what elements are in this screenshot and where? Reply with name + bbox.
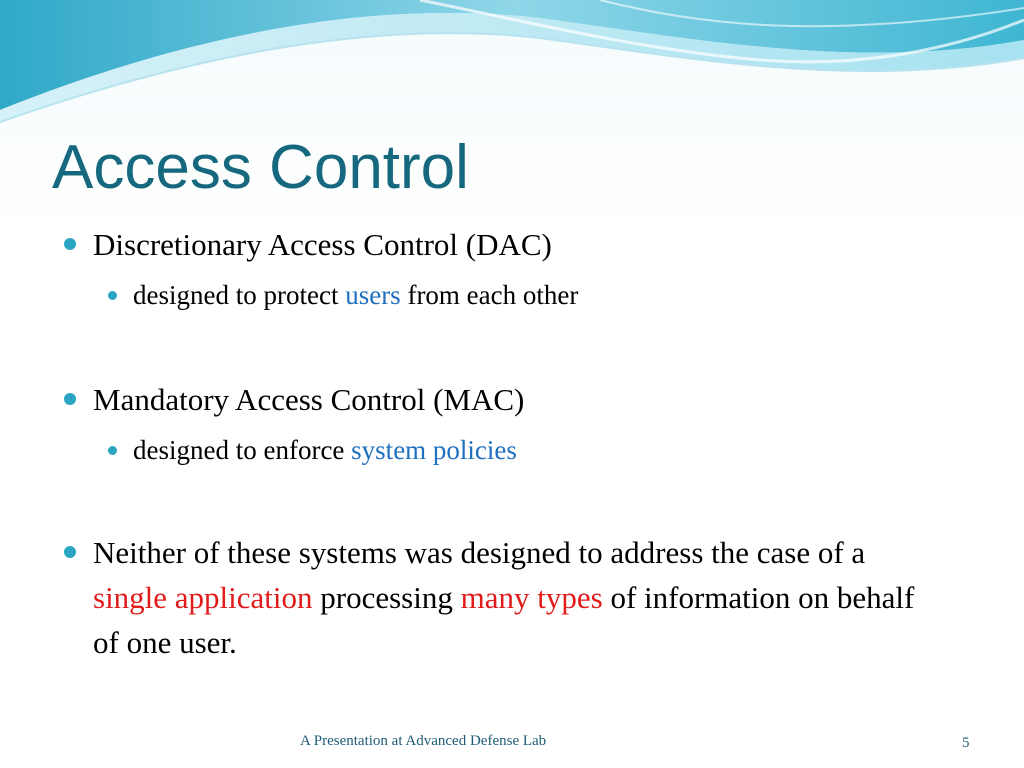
bullet-item-mac <box>62 377 943 422</box>
bullet-text: Discretionary Access Control (DAC) <box>93 227 552 262</box>
sub-bullet-icon <box>108 446 117 455</box>
bullet-text: Mandatory Access Control (MAC) <box>93 382 525 417</box>
page-number: 5 <box>962 735 970 751</box>
slide-title: Access Control <box>52 133 469 202</box>
conclusion-text-1: Neither of these systems was designed to address the case of a <box>93 535 866 570</box>
sub-bullet-item-mac <box>62 430 962 470</box>
bullet-icon <box>64 546 76 558</box>
sub-bullet-text-end: from each other <box>400 280 579 310</box>
highlight-many-types: many types <box>460 580 603 615</box>
conclusion-text-2: processing <box>312 580 461 615</box>
bullet-icon <box>64 238 76 250</box>
sub-bullet-text: designed to enforce <box>133 435 352 465</box>
header-wave-decoration <box>0 0 1024 130</box>
bullet-icon <box>64 393 76 405</box>
sub-bullet-item-dac <box>62 275 962 315</box>
sub-bullet-text: designed to protect <box>133 280 346 310</box>
conclusion-text-3: of information on behalf of one user. <box>93 580 915 660</box>
spacer <box>62 315 962 377</box>
sub-bullet-icon <box>108 291 117 300</box>
bullet-list <box>62 222 962 665</box>
highlight-users: users <box>345 280 401 310</box>
bullet-item-dac <box>62 222 943 267</box>
bullet-item-conclusion <box>62 530 943 665</box>
highlight-system-policies: system policies <box>351 435 517 465</box>
highlight-single-application: single application <box>93 580 313 615</box>
footer-text: A Presentation at Advanced Defense Lab <box>300 733 547 749</box>
spacer <box>62 470 962 530</box>
